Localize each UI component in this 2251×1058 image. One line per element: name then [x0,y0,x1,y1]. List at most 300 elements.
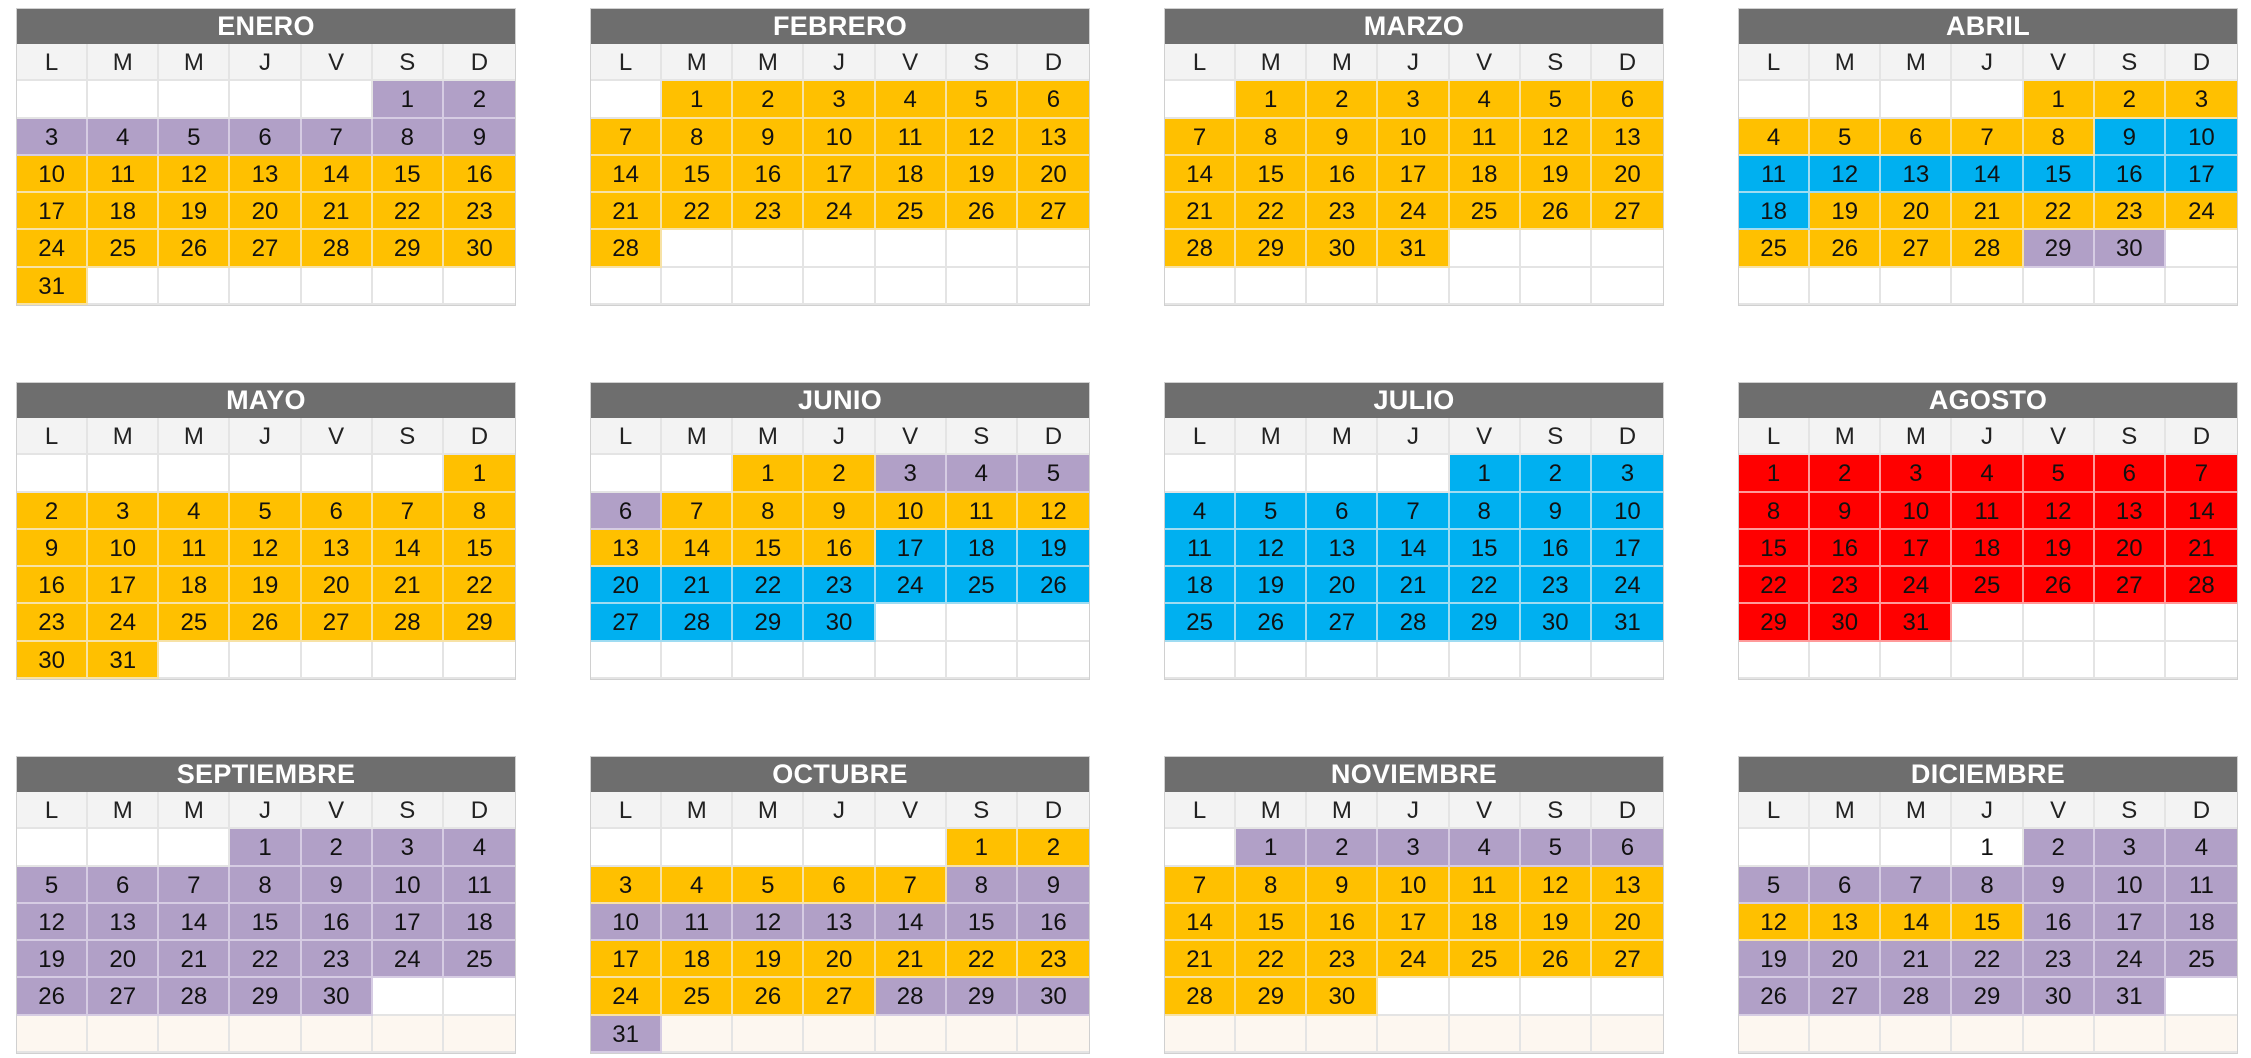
day-cell: 29 [230,978,301,1015]
empty-cell [733,829,804,866]
weekday-header: J [1952,418,2023,455]
day-cell: 5 [159,119,230,156]
day-cell: 19 [1521,156,1592,193]
day-cell: 19 [1739,941,1810,978]
empty-cell [591,829,662,866]
empty-cell [302,455,373,492]
day-cell: 28 [662,604,733,641]
day-cell: 6 [230,119,301,156]
day-cell: 22 [373,193,444,230]
empty-cell [804,829,875,866]
empty-cell [1378,642,1449,679]
day-cell: 28 [159,978,230,1015]
day-cell: 7 [1378,493,1449,530]
day-cell: 14 [1378,530,1449,567]
day-cell: 29 [1236,978,1307,1015]
empty-cell [1018,1016,1089,1053]
weekday-header: S [373,792,444,829]
day-cell: 2 [1810,455,1881,492]
day-cell: 30 [804,604,875,641]
day-cell: 8 [947,867,1018,904]
day-cell: 19 [1810,193,1881,230]
day-cell: 23 [444,193,515,230]
day-cell: 30 [1810,604,1881,641]
weekday-header: S [1521,418,1592,455]
empty-cell [1881,829,1952,866]
day-cell: 19 [1018,530,1089,567]
day-cell: 8 [1236,119,1307,156]
empty-cell [876,829,947,866]
empty-cell [2095,604,2166,641]
day-cell: 29 [444,604,515,641]
day-cell: 12 [1521,119,1592,156]
day-cell: 15 [2024,156,2095,193]
day-cell: 27 [591,604,662,641]
weekday-header: V [302,418,373,455]
weekday-header: J [230,418,301,455]
day-cell: 24 [1592,567,1663,604]
day-cell: 25 [159,604,230,641]
day-cell: 9 [804,493,875,530]
day-cell: 19 [2024,530,2095,567]
empty-cell [230,1016,301,1053]
day-cell: 24 [2166,193,2237,230]
day-cell: 30 [1521,604,1592,641]
empty-cell [159,81,230,118]
weekday-header: J [1378,44,1449,81]
day-cell: 16 [302,904,373,941]
day-cell: 15 [733,530,804,567]
day-cell: 4 [1952,455,2023,492]
weekday-header: M [159,792,230,829]
empty-cell [2166,268,2237,305]
day-cell: 26 [947,193,1018,230]
empty-cell [876,268,947,305]
day-cell: 16 [2095,156,2166,193]
day-cell: 30 [1307,230,1378,267]
empty-cell [1165,455,1236,492]
day-cell: 4 [1165,493,1236,530]
weekday-header: M [159,44,230,81]
empty-cell [17,1016,88,1053]
weekday-header: D [1018,418,1089,455]
day-cell: 5 [947,81,1018,118]
empty-cell [302,268,373,305]
empty-cell [947,1016,1018,1053]
weekday-header: S [1521,44,1592,81]
month-diciembre [1738,756,2238,1054]
day-cell: 22 [1236,193,1307,230]
day-cell: 24 [2095,941,2166,978]
empty-cell [733,230,804,267]
day-cell: 8 [230,867,301,904]
empty-cell [804,230,875,267]
empty-cell [230,455,301,492]
weekday-header: M [88,792,159,829]
day-cell: 28 [1165,978,1236,1015]
day-cell: 30 [444,230,515,267]
day-cell: 18 [1450,156,1521,193]
day-cell: 24 [17,230,88,267]
empty-cell [1521,642,1592,679]
day-cell: 7 [302,119,373,156]
month-junio [590,382,1090,680]
empty-cell [876,642,947,679]
month-title: FEBRERO [591,9,1089,44]
day-cell: 14 [302,156,373,193]
weekday-header: D [2166,418,2237,455]
day-cell: 17 [1378,156,1449,193]
day-cell: 25 [1165,604,1236,641]
day-cell: 17 [2095,904,2166,941]
empty-cell [444,978,515,1015]
day-cell: 26 [1521,193,1592,230]
day-cell: 6 [302,493,373,530]
weekday-header: V [302,792,373,829]
weekday-header: J [804,418,875,455]
weekday-header: S [2095,792,2166,829]
day-cell: 12 [17,904,88,941]
day-cell: 24 [88,604,159,641]
day-cell: 3 [17,119,88,156]
day-cell: 16 [2024,904,2095,941]
empty-cell [1521,1016,1592,1053]
day-cell: 10 [1881,493,1952,530]
weekday-header: V [876,792,947,829]
day-cell: 18 [2166,904,2237,941]
day-cell: 7 [1165,867,1236,904]
empty-cell [2095,642,2166,679]
empty-cell [1739,1016,1810,1053]
day-cell: 7 [373,493,444,530]
weekday-header: D [1592,44,1663,81]
month-grid [1739,418,2237,679]
empty-cell [1739,81,1810,118]
empty-cell [2024,604,2095,641]
day-cell: 6 [1810,867,1881,904]
day-cell: 25 [1450,193,1521,230]
empty-cell [1307,268,1378,305]
month-title: ABRIL [1739,9,2237,44]
day-cell: 17 [1881,530,1952,567]
day-cell: 22 [733,567,804,604]
weekday-header: V [1450,44,1521,81]
weekday-header: S [2095,418,2166,455]
day-cell: 12 [159,156,230,193]
day-cell: 3 [373,829,444,866]
month-agosto [1738,382,2238,680]
day-cell: 15 [230,904,301,941]
day-cell: 27 [2095,567,2166,604]
day-cell: 25 [947,567,1018,604]
empty-cell [662,1016,733,1053]
day-cell: 3 [88,493,159,530]
empty-cell [88,455,159,492]
day-cell: 13 [804,904,875,941]
weekday-header: V [2024,792,2095,829]
day-cell: 16 [1521,530,1592,567]
empty-cell [1810,829,1881,866]
empty-cell [1450,268,1521,305]
day-cell: 16 [1307,156,1378,193]
day-cell: 27 [1018,193,1089,230]
day-cell: 20 [1018,156,1089,193]
empty-cell [1592,978,1663,1015]
month-title: JUNIO [591,383,1089,418]
day-cell: 20 [804,941,875,978]
month-grid [1739,792,2237,1053]
day-cell: 19 [230,567,301,604]
day-cell: 3 [1378,829,1449,866]
day-cell: 25 [1739,230,1810,267]
empty-cell [88,81,159,118]
day-cell: 25 [444,941,515,978]
day-cell: 29 [1236,230,1307,267]
day-cell: 21 [1952,193,2023,230]
day-cell: 22 [444,567,515,604]
day-cell: 6 [1881,119,1952,156]
day-cell: 9 [1018,867,1089,904]
empty-cell [1592,1016,1663,1053]
weekday-header: D [1592,418,1663,455]
empty-cell [1810,642,1881,679]
empty-cell [662,455,733,492]
day-cell: 9 [1307,867,1378,904]
day-cell: 29 [1450,604,1521,641]
weekday-header: M [1810,792,1881,829]
weekday-header: S [2095,44,2166,81]
empty-cell [804,1016,875,1053]
month-title: AGOSTO [1739,383,2237,418]
day-cell: 3 [2095,829,2166,866]
day-cell: 20 [1592,156,1663,193]
day-cell: 4 [876,81,947,118]
empty-cell [1952,1016,2023,1053]
weekday-header: S [947,792,1018,829]
day-cell: 2 [2024,829,2095,866]
weekday-header: S [947,44,1018,81]
day-cell: 9 [1521,493,1592,530]
day-cell: 27 [1881,230,1952,267]
day-cell: 11 [1165,530,1236,567]
weekday-header: D [2166,792,2237,829]
weekday-header: L [591,418,662,455]
day-cell: 4 [1450,829,1521,866]
day-cell: 17 [17,193,88,230]
day-cell: 22 [662,193,733,230]
day-cell: 5 [2024,455,2095,492]
empty-cell [1881,1016,1952,1053]
empty-cell [1378,455,1449,492]
day-cell: 9 [444,119,515,156]
day-cell: 8 [1739,493,1810,530]
day-cell: 20 [230,193,301,230]
day-cell: 2 [804,455,875,492]
day-cell: 22 [1952,941,2023,978]
month-grid [1165,418,1663,679]
day-cell: 1 [444,455,515,492]
day-cell: 1 [1739,455,1810,492]
empty-cell [804,268,875,305]
day-cell: 21 [159,941,230,978]
day-cell: 30 [17,642,88,679]
day-cell: 15 [1739,530,1810,567]
empty-cell [1378,1016,1449,1053]
empty-cell [1450,978,1521,1015]
day-cell: 16 [17,567,88,604]
month-enero [16,8,516,306]
day-cell: 26 [1018,567,1089,604]
weekday-header: S [373,44,444,81]
weekday-header: L [17,44,88,81]
day-cell: 12 [230,530,301,567]
day-cell: 31 [1881,604,1952,641]
day-cell: 20 [302,567,373,604]
month-febrero [590,8,1090,306]
day-cell: 6 [591,493,662,530]
day-cell: 25 [662,978,733,1015]
weekday-header: J [804,44,875,81]
weekday-header: L [591,44,662,81]
weekday-header: M [1236,418,1307,455]
day-cell: 26 [1739,978,1810,1015]
day-cell: 12 [2024,493,2095,530]
day-cell: 1 [373,81,444,118]
day-cell: 21 [1165,941,1236,978]
empty-cell [1952,642,2023,679]
day-cell: 14 [1881,904,1952,941]
day-cell: 22 [1739,567,1810,604]
day-cell: 20 [1307,567,1378,604]
day-cell: 7 [1165,119,1236,156]
day-cell: 24 [373,941,444,978]
month-title: MAYO [17,383,515,418]
empty-cell [1236,455,1307,492]
day-cell: 6 [1307,493,1378,530]
day-cell: 16 [1307,904,1378,941]
weekday-header: M [1881,792,1952,829]
month-abril [1738,8,2238,306]
day-cell: 4 [159,493,230,530]
day-cell: 14 [1952,156,2023,193]
empty-cell [444,268,515,305]
day-cell: 29 [2024,230,2095,267]
day-cell: 14 [591,156,662,193]
day-cell: 10 [2095,867,2166,904]
day-cell: 7 [1952,119,2023,156]
weekday-header: S [947,418,1018,455]
day-cell: 18 [1952,530,2023,567]
day-cell: 17 [1378,904,1449,941]
day-cell: 21 [1378,567,1449,604]
day-cell: 23 [1307,193,1378,230]
day-cell: 22 [1236,941,1307,978]
day-cell: 20 [1810,941,1881,978]
empty-cell [662,230,733,267]
day-cell: 23 [2024,941,2095,978]
day-cell: 5 [1521,829,1592,866]
day-cell: 14 [373,530,444,567]
day-cell: 26 [159,230,230,267]
weekday-header: V [876,44,947,81]
day-cell: 7 [876,867,947,904]
day-cell: 30 [1307,978,1378,1015]
day-cell: 26 [1521,941,1592,978]
day-cell: 16 [1810,530,1881,567]
empty-cell [1810,1016,1881,1053]
day-cell: 18 [662,941,733,978]
month-grid [17,418,515,679]
empty-cell [1592,230,1663,267]
weekday-header: D [1018,792,1089,829]
day-cell: 18 [1165,567,1236,604]
day-cell: 6 [1592,829,1663,866]
month-grid [591,44,1089,305]
day-cell: 1 [662,81,733,118]
empty-cell [373,1016,444,1053]
weekday-header: M [662,44,733,81]
empty-cell [1521,268,1592,305]
day-cell: 31 [17,268,88,305]
empty-cell [1881,81,1952,118]
empty-cell [1018,604,1089,641]
day-cell: 24 [1378,941,1449,978]
day-cell: 29 [1739,604,1810,641]
day-cell: 1 [1236,829,1307,866]
empty-cell [2095,1016,2166,1053]
weekday-header: L [591,792,662,829]
day-cell: 9 [1307,119,1378,156]
day-cell: 29 [373,230,444,267]
day-cell: 10 [591,904,662,941]
day-cell: 27 [230,230,301,267]
day-cell: 28 [1165,230,1236,267]
day-cell: 13 [2095,493,2166,530]
month-grid [591,418,1089,679]
day-cell: 15 [373,156,444,193]
weekday-header: J [230,44,301,81]
empty-cell [2024,268,2095,305]
day-cell: 23 [1307,941,1378,978]
day-cell: 9 [2024,867,2095,904]
weekday-header: J [1378,418,1449,455]
weekday-header: M [1307,418,1378,455]
empty-cell [1521,230,1592,267]
weekday-header: V [302,44,373,81]
empty-cell [1165,1016,1236,1053]
weekday-header: M [1307,44,1378,81]
day-cell: 18 [876,156,947,193]
day-cell: 17 [1592,530,1663,567]
day-cell: 21 [2166,530,2237,567]
month-grid [1739,44,2237,305]
day-cell: 10 [373,867,444,904]
month-grid [1165,792,1663,1053]
day-cell: 14 [1165,156,1236,193]
empty-cell [1018,230,1089,267]
day-cell: 9 [1810,493,1881,530]
day-cell: 24 [1378,193,1449,230]
day-cell: 27 [1307,604,1378,641]
day-cell: 9 [2095,119,2166,156]
day-cell: 23 [302,941,373,978]
day-cell: 26 [1236,604,1307,641]
month-julio [1164,382,1664,680]
month-grid [17,792,515,1053]
month-noviembre [1164,756,1664,1054]
day-cell: 15 [1236,156,1307,193]
weekday-header: M [88,44,159,81]
